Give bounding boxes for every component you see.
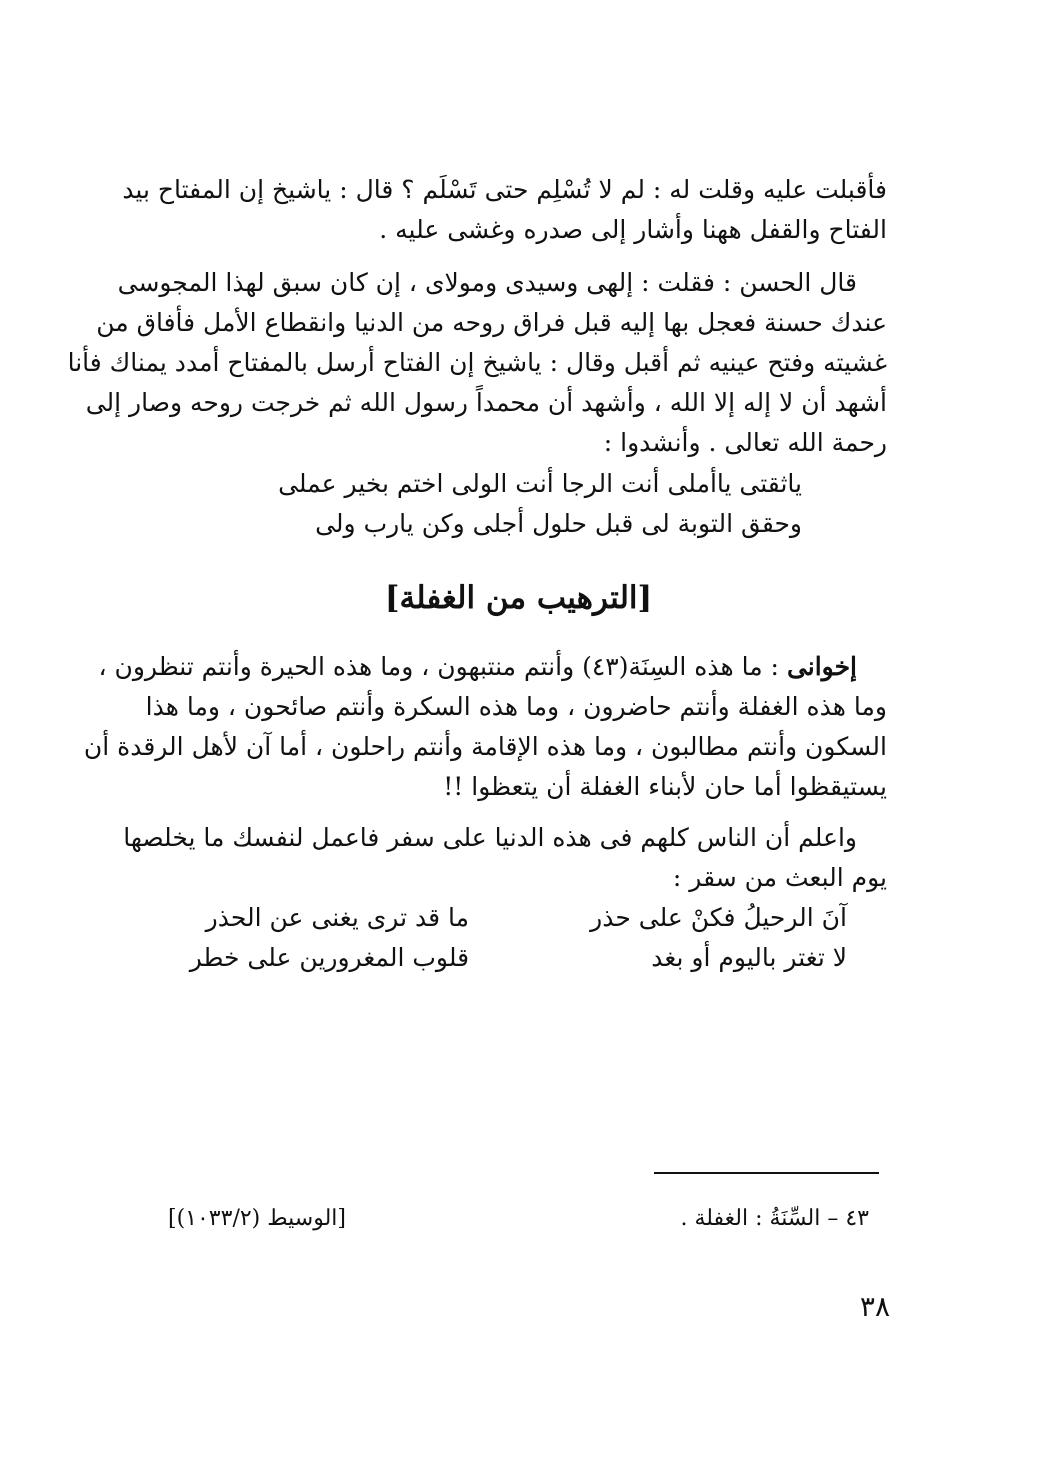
verse-2 bbox=[157, 898, 847, 978]
verse-1 bbox=[278, 464, 802, 544]
text-line: رحمة الله تعالى . وأنشدوا : bbox=[603, 428, 887, 457]
hemistich-left: قلوب المغرورين على خطر bbox=[189, 943, 470, 972]
verse-line: ياثقتى ياأملى أنت الرجا أنت الولى اختم بخير عملى bbox=[278, 469, 802, 498]
text-line: غشيته وفتح عينيه ثم أقبل وقال : ياشيخ إن الفتاح أرسل بالمفتاح أمدد يمناك فأنا bbox=[67, 348, 887, 377]
text-line: الفتاح والقفل ههنا وأشار إلى صدره وغشى عليه . bbox=[379, 215, 887, 244]
text-line: يوم البعث من سقر : bbox=[672, 863, 887, 892]
paragraph-3 bbox=[83, 647, 887, 807]
paragraph-2 bbox=[67, 263, 887, 463]
hemistich-right: آنَ الرحيلُ فكنْ على حذر bbox=[590, 903, 847, 932]
text-line: أشهد أن لا إله إلا الله ، وأشهد أن محمداً رسول الله ثم خرجت روحه وصار إلى bbox=[85, 388, 887, 417]
text-line: قال الحسن : فقلت : إلهى وسيدى ومولاى ، إن كان سبق لهذا المجوسى bbox=[117, 268, 857, 297]
verse-line: وحقق التوبة لى قبل حلول أجلى وكن يارب ولى bbox=[315, 509, 802, 538]
lead-word: إخوانى bbox=[786, 652, 857, 681]
page-number: ٣٨ bbox=[859, 1290, 890, 1323]
text-line: يستيقظوا أما حان لأبناء الغفلة أن يتعظوا !! bbox=[443, 772, 887, 801]
footnote-divider bbox=[654, 1172, 879, 1174]
source-citation: [الوسيط (١٠٣٣/٢)] bbox=[168, 1206, 346, 1231]
text-line: فأقبلت عليه وقلت له : لم لا تُسْلِم حتى تَسْلَم ؟ قال : ياشيخ إن المفتاح بيد bbox=[122, 175, 887, 204]
verse-row bbox=[157, 938, 847, 978]
text-line: عندك حسنة فعجل بها إليه قبل فراق روحه من الدنيا وانقطاع الأمل فأفاق من bbox=[96, 308, 887, 337]
footnote: ٤٣ – السِّنَةُ : الغفلة . bbox=[680, 1206, 869, 1231]
line-rest: : ما هذه السِنَة(٤٣) وأنتم منتبهون ، وما هذه الحيرة وأنتم تنظرون ، bbox=[98, 652, 787, 681]
text-line: السكون وأنتم مطالبون ، وما هذه الإقامة وأنتم راحلون ، أما آن لأهل الرقدة أن bbox=[83, 732, 887, 761]
section-heading: [الترهيب من الغفلة] bbox=[384, 580, 653, 616]
paragraph-1 bbox=[122, 170, 887, 250]
hemistich-left: ما قد ترى يغنى عن الحذر bbox=[205, 903, 470, 932]
paragraph-4 bbox=[123, 818, 887, 898]
text-line: وما هذه الغفلة وأنتم حاضرون ، وما هذه السكرة وأنتم صائحون ، وما هذا bbox=[145, 692, 887, 721]
text-line bbox=[98, 647, 887, 687]
hemistich-right: لا تغتر باليوم أو بغد bbox=[651, 943, 847, 972]
verse-row bbox=[157, 898, 847, 938]
text-line: واعلم أن الناس كلهم فى هذه الدنيا على سفر فاعمل لنفسك ما يخلصها bbox=[123, 823, 857, 852]
